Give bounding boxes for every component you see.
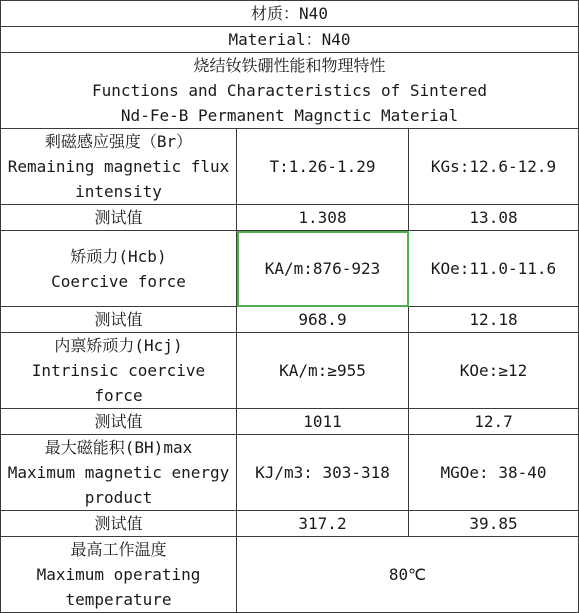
- property-label-line: intensity: [75, 182, 162, 201]
- property-label-line: 剩磁感应强度（Br）: [44, 132, 193, 151]
- cell-property-hcj[interactable]: [1, 333, 237, 409]
- cell-test-bhmax-cgs[interactable]: 39.85: [409, 511, 579, 537]
- cell-spec-bhmax-si[interactable]: KJ/m3: 303-318: [237, 435, 409, 511]
- property-label-line: Maximum operating: [36, 565, 201, 584]
- cell-spec-hcj-si[interactable]: KA/m:≥955: [237, 333, 409, 409]
- table-row: [1, 537, 579, 613]
- table-row: [1, 205, 579, 231]
- cell-spec-hcj-cgs[interactable]: KOe:≥12: [409, 333, 579, 409]
- property-label-line: Coercive force: [51, 271, 186, 291]
- cell-test-hcj-si[interactable]: 1011: [237, 409, 409, 435]
- property-label-line: 最大磁能积(BH)max: [44, 438, 193, 457]
- header-row-title: [1, 53, 579, 129]
- header-row-material-en: [1, 27, 579, 53]
- cell-property-br[interactable]: [1, 129, 237, 205]
- property-label-line: force: [94, 386, 143, 405]
- table-row: [1, 333, 579, 409]
- title-en-1: Functions and Characteristics of Sintered: [92, 81, 487, 100]
- property-label-line: product: [84, 488, 153, 507]
- property-label-line: temperature: [65, 590, 172, 609]
- cell-spec-br-cgs[interactable]: KGs:12.6-12.9: [409, 129, 579, 205]
- cell-property-max-temp[interactable]: [1, 537, 237, 613]
- table-row: [1, 231, 579, 307]
- cell-test-label[interactable]: 测试值: [1, 511, 237, 537]
- cell-test-br-cgs[interactable]: 13.08: [409, 205, 579, 231]
- cell-test-hcb-si[interactable]: 968.9: [237, 307, 409, 333]
- cell-spec-bhmax-cgs[interactable]: MGOe: 38-40: [409, 435, 579, 511]
- table-row: [1, 307, 579, 333]
- property-label-line: Remaining magnetic flux: [7, 157, 230, 176]
- cell-test-hcj-cgs[interactable]: 12.7: [409, 409, 579, 435]
- table-row: [1, 511, 579, 537]
- cell-material-cn[interactable]: 材质：N40: [1, 1, 579, 27]
- cell-spec-hcb-cgs[interactable]: KOe:11.0-11.6: [409, 231, 579, 307]
- title-cn: 烧结钕铁硼性能和物理特性: [193, 56, 386, 75]
- cell-test-hcb-cgs[interactable]: 12.18: [409, 307, 579, 333]
- table-row: [1, 129, 579, 205]
- table-row: [1, 409, 579, 435]
- property-label-line: Maximum magnetic energy: [7, 463, 230, 482]
- cell-material-en[interactable]: Material：N40: [1, 27, 579, 53]
- header-row-material-cn: [1, 1, 579, 27]
- cell-test-label[interactable]: 测试值: [1, 205, 237, 231]
- cell-test-label[interactable]: 测试值: [1, 409, 237, 435]
- cell-test-label[interactable]: 测试值: [1, 307, 237, 333]
- cell-property-bhmax[interactable]: [1, 435, 237, 511]
- cell-title[interactable]: [1, 53, 579, 129]
- cell-test-br-si[interactable]: 1.308: [237, 205, 409, 231]
- cell-property-hcb[interactable]: [1, 231, 237, 307]
- table-row: [1, 435, 579, 511]
- cell-max-temp-value[interactable]: 80℃: [237, 537, 579, 613]
- cell-spec-hcb-si-selected[interactable]: KA/m:876-923: [237, 231, 409, 307]
- property-label-line: 矫顽力(Hcb): [70, 246, 167, 266]
- property-label-line: 最高工作温度: [70, 540, 167, 559]
- property-label-line: 内禀矫顽力(Hcj): [54, 336, 183, 355]
- cell-spec-br-si[interactable]: T:1.26-1.29: [237, 129, 409, 205]
- title-en-2: Nd-Fe-B Permanent Magnctic Material: [120, 106, 459, 125]
- cell-test-bhmax-si[interactable]: 317.2: [237, 511, 409, 537]
- property-label-line: Intrinsic coercive: [31, 361, 206, 380]
